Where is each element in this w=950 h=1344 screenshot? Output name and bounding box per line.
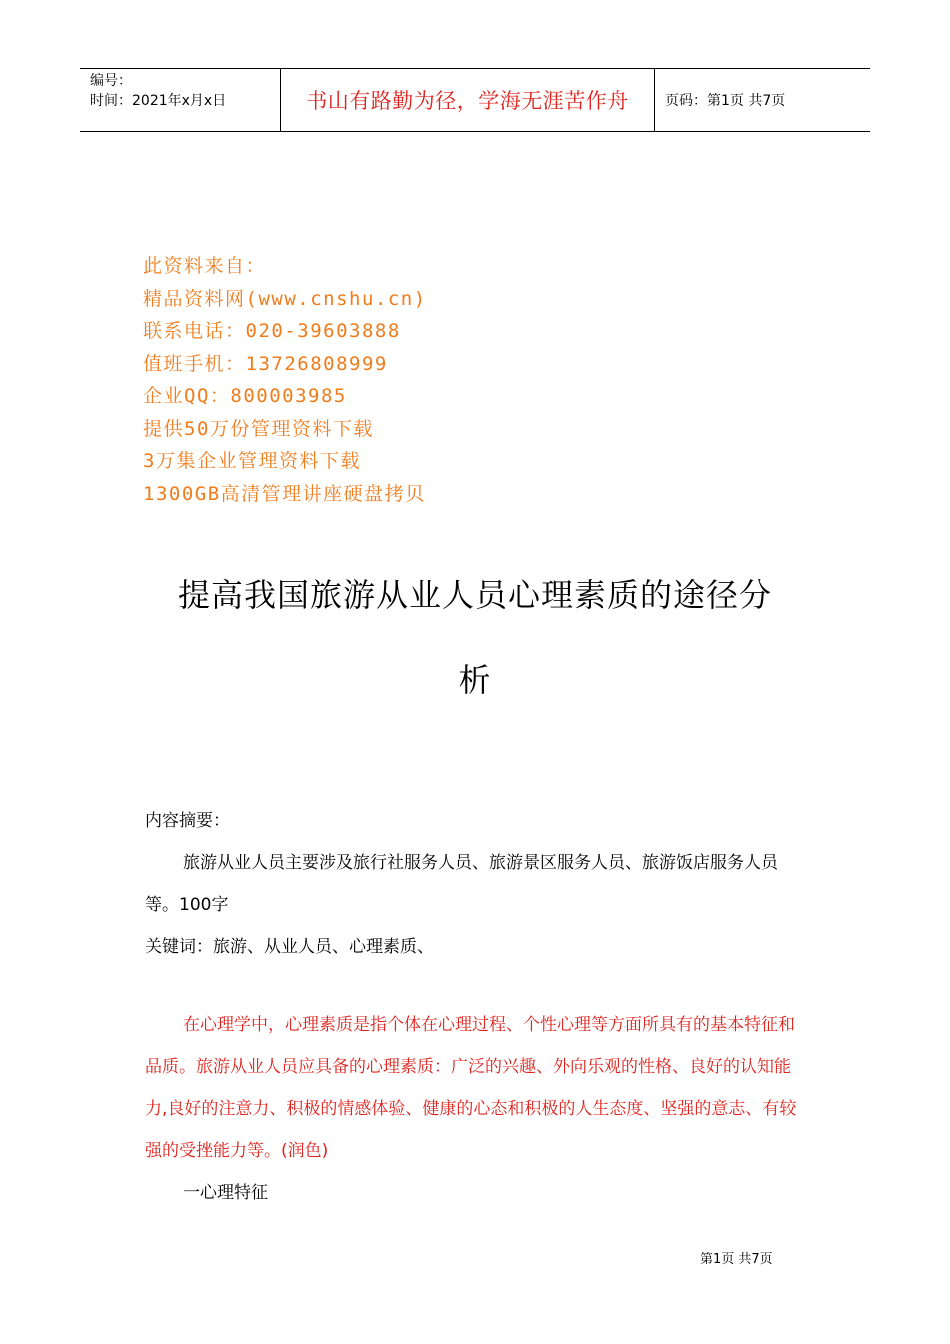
ad-block (143, 250, 427, 510)
ad-line: 值班手机：13726808999 (143, 352, 388, 375)
document-title-line-2: 析 (458, 661, 492, 699)
ad-line: 此资料来自： (143, 255, 267, 277)
section-heading: 一心理特征 (183, 1183, 268, 1203)
header-page-info: 页码：第1页 共7页 (665, 93, 786, 109)
document-title-line-1: 提高我国旅游从业人员心理素质的途径分 (177, 576, 772, 614)
ad-line: 联系电话：020-39603888 (143, 320, 401, 342)
ad-line: 1300GB高清管理讲座硬盘拷贝 (143, 482, 426, 505)
abstract-body: 旅游从业人员主要涉及旅行社服务人员、旅游景区服务人员、旅游饭店服务人员等。100字 (145, 853, 778, 915)
ad-line: 精品资料网(www.cnshu.cn) (143, 287, 427, 310)
ad-line: 企业QQ：800003985 (143, 385, 347, 407)
ad-line: 提供50万份管理资料下载 (143, 417, 374, 440)
page-header (80, 68, 870, 132)
abstract-label: 内容摘要： (145, 811, 230, 831)
psychology-paragraph: 在心理学中，心理素质是指个体在心理过程、个性心理等方面所具有的基本特征和品质。旅游从业人员应具备的心理素质：广泛的兴趣、外向乐观的性格、良好的认知能力,良好的注意力、积极的情感体验、健康的心态和积极的人生态度、坚强的意志、有较强的受挫能力等。(润色) (145, 1015, 797, 1161)
header-motto: 书山有路勤为径，学海无涯苦作舟 (281, 69, 655, 131)
document-time-label: 时间：2021年x月x日 (90, 93, 227, 109)
ad-line: 3万集企业管理资料下载 (143, 450, 361, 472)
header-meta (80, 69, 281, 131)
document-number-label: 编号： (90, 73, 132, 89)
keywords: 关键词：旅游、从业人员、心理素质、 (145, 937, 434, 957)
page-footer: 第1页 共7页 (700, 1252, 773, 1267)
